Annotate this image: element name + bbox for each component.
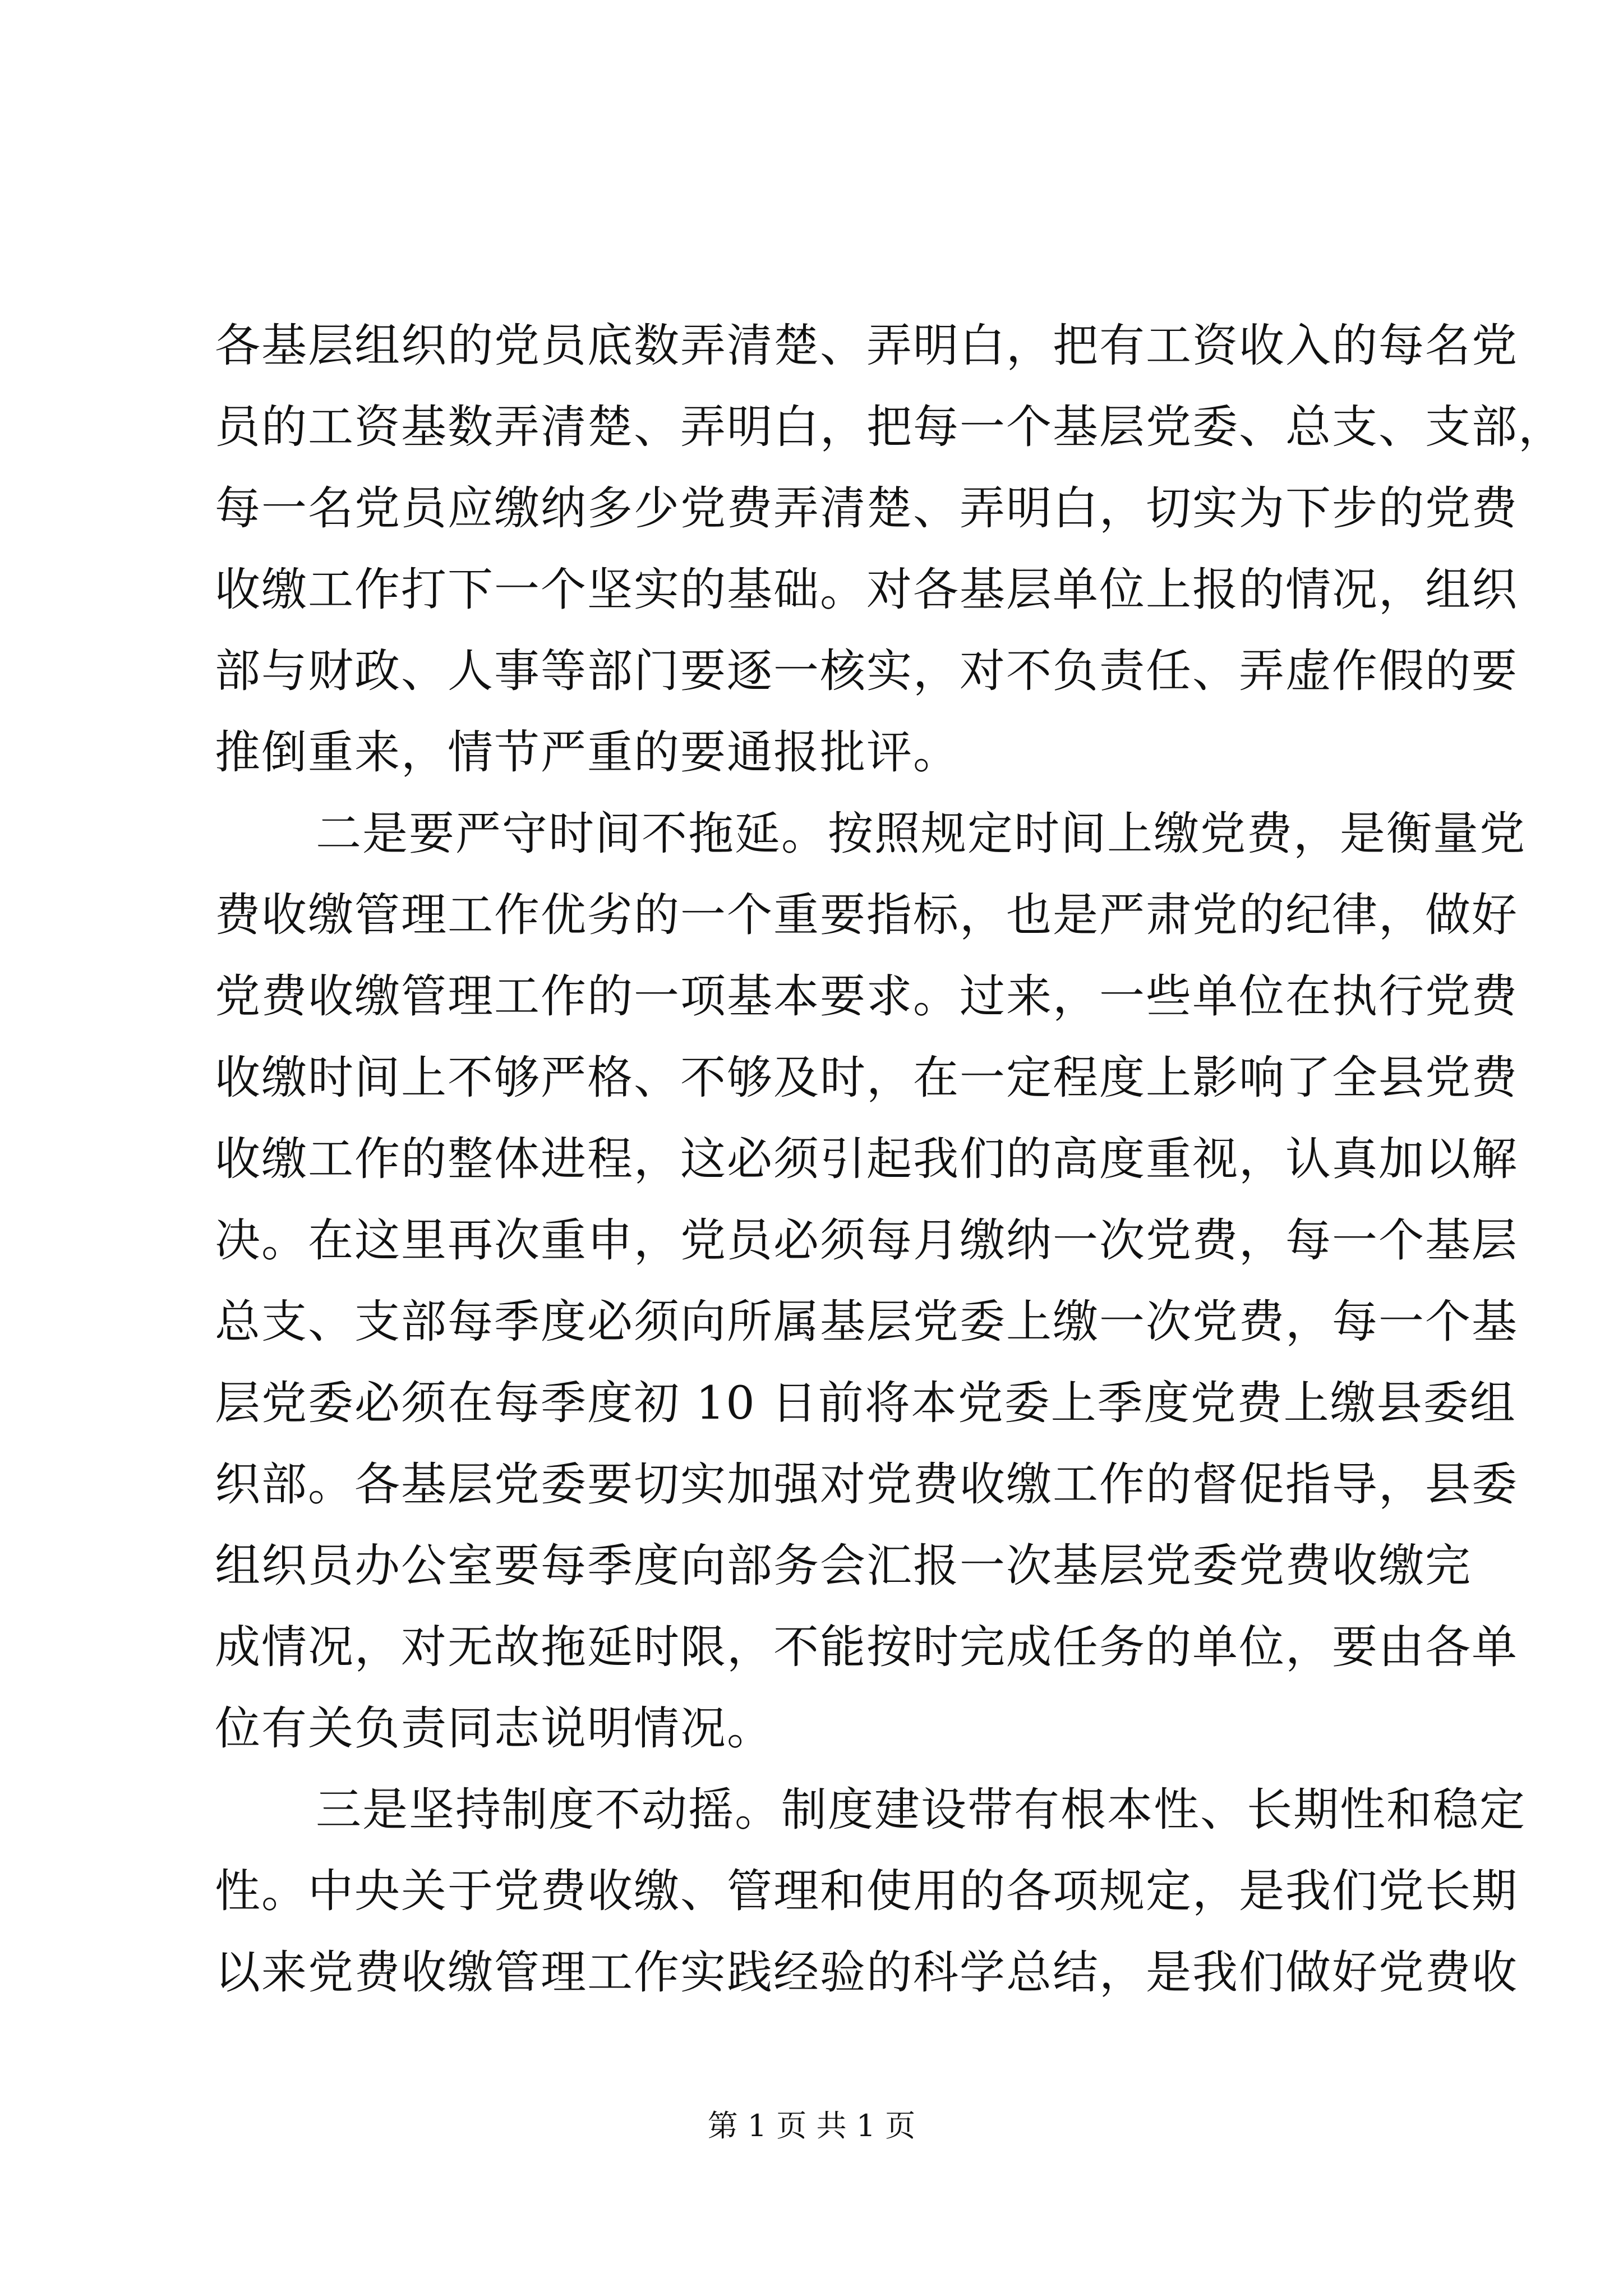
text-line: 收缴工作打下一个坚实的基础。对各基层单位上报的情况，组织 bbox=[215, 564, 1519, 616]
text-line: 党费收缴管理工作的一项基本要求。过来，一些单位在执行党费 bbox=[215, 970, 1519, 1023]
text-line: 性。中央关于党费收缴、管理和使用的各项规定，是我们党长期 bbox=[215, 1865, 1519, 1918]
text-line: 决。在这里再次重申，党员必须每月缴纳一次党费，每一个基层 bbox=[215, 1214, 1519, 1267]
text-line: 成情况，对无故拖延时限，不能按时完成任务的单位，要由各单 bbox=[215, 1621, 1519, 1674]
text-line: 每一名党员应缴纳多少党费弄清楚、弄明白，切实为下步的党费 bbox=[215, 482, 1519, 535]
text-line: 层党委必须在每季度初 10 日前将本党委上季度党费上缴县委组 bbox=[215, 1377, 1516, 1430]
text-line: 员的工资基数弄清楚、弄明白，把每一个基层党委、总支、支部， bbox=[215, 401, 1565, 454]
text-line: 织部。各基层党委要切实加强对党费收缴工作的督促指导，县委 bbox=[215, 1458, 1519, 1511]
text-line: 总支、支部每季度必须向所属基层党委上缴一次党费，每一个基 bbox=[215, 1296, 1519, 1349]
text-line: 二是要严守时间不拖延。按照规定时间上缴党费，是衡量党 bbox=[316, 808, 1527, 861]
text-line: 组织员办公室要每季度向部务会汇报一次基层党委党费收缴完 bbox=[215, 1540, 1472, 1593]
text-line: 费收缴管理工作优劣的一个重要指标，也是严肃党的纪律，做好 bbox=[215, 889, 1519, 942]
text-line: 部与财政、人事等部门要逐一核实，对不负责任、弄虚作假的要 bbox=[215, 645, 1519, 698]
document-body bbox=[215, 306, 1565, 2014]
text-line: 收缴工作的整体进程，这必须引起我们的高度重视，认真加以解 bbox=[215, 1133, 1519, 1186]
text-line: 各基层组织的党员底数弄清楚、弄明白，把有工资收入的每名党 bbox=[215, 320, 1519, 372]
text-line: 三是坚持制度不动摇。制度建设带有根本性、长期性和稳定 bbox=[316, 1784, 1527, 1837]
text-line: 以来党费收缴管理工作实践经验的科学总结，是我们做好党费收 bbox=[215, 1947, 1519, 1999]
page-footer: 第 1 页 共 1 页 bbox=[707, 2108, 916, 2143]
text-line: 位有关负责同志说明情况。 bbox=[215, 1703, 774, 1755]
text-line: 推倒重来，情节严重的要通报批评。 bbox=[215, 726, 960, 779]
text-line: 收缴时间上不够严格、不够及时，在一定程度上影响了全县党费 bbox=[215, 1052, 1519, 1105]
